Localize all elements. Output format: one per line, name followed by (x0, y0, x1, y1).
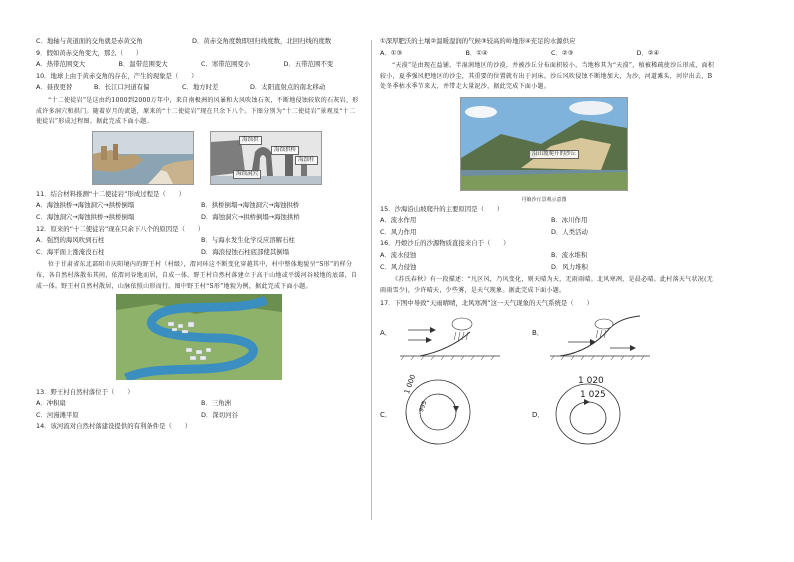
diagram-d-letter: D． (532, 410, 545, 419)
option-a: A．热带范围变大 (36, 60, 86, 69)
diagram-a-letter: A． (380, 328, 392, 337)
option-d: D．风力堆积 (551, 262, 588, 271)
question-12-options (36, 235, 360, 258)
question-10-options (36, 82, 360, 94)
option-d: D．黄赤交角度数即回归线度数，北回归线的度数 (192, 37, 332, 45)
column-divider (371, 40, 372, 520)
option-b: B．温带范围变大 (118, 60, 168, 69)
dune-photo (460, 97, 628, 191)
formation-diagram (210, 131, 322, 185)
option-d: D．人类活动 (551, 227, 588, 236)
option-a: A．流水作用 (380, 216, 417, 225)
question-11-options (36, 200, 360, 223)
option-d: D．深切河谷 (201, 410, 238, 419)
option-c: C．地方时差 (182, 83, 219, 92)
option-d: D．太阳直射点的南北移动 (250, 83, 326, 92)
question-9: 9．假如黄赤交角变大，那么（ ） (36, 48, 143, 57)
option-d: D．②④ (636, 48, 660, 57)
question-9-options (36, 59, 360, 71)
weather-system-diagrams (380, 310, 716, 450)
question-13-options (36, 398, 360, 421)
option-c: C．②③ (551, 48, 574, 57)
reading-passage-4: 《苏氏春秋》有一段描述：“凡区风，乃风变化，则天晴为天，无雨雨晴。北风寒冽，是晨必晴。此村落天气状况(无雨雨雪少)，少许晴天，少些雾，是天气现象。据此完成下面小题。 (380, 276, 714, 294)
prev-question-statements: ①深厚肥沃的土壤②温暖湿润的气候③较高的岭地形④充足的水源供应 (380, 37, 576, 45)
question-17: 17．下图中导致“天雨晴晴，北风寒冽”这一天气现象的天气系统是（ ） (380, 299, 593, 308)
question-15-options (380, 215, 716, 238)
reading-passage-3: “天漠”是由现在益铺、半湿润地区的沙漠，并被沙丘分布面积较小，当地称其为“天漠”，植被稀疏使沙丘形成，面积较小，夏季强风把地区的沙尘，其重要的位置就有出于河床。沙丘风吹侵蚀不断地加大，为沙，河道滩头，河岸出去，B处冬季枯水季节来大，并带走大量泥沙，据此完成下面小题。 (380, 62, 715, 91)
diagram-b-cold-front (550, 310, 650, 360)
diagram-b-letter: B． (532, 328, 544, 337)
option-d: D．海浪侵蚀石柱底部使其倒塌 (201, 247, 289, 256)
reading-passage-1: “十二使徒岩”是这由约1000到2000万年中，来自南极洲的风暴和大风吹蚀石灰，不断地侵蚀较软的石灰岩，形成许多洞穴和拱门。随着岁月的流逝，原来的“十二使徒岩”现在只余下八个。下图分别为“十二使徒岩”景观及“十二使徒岩”形成过程图。据此完成下面小题。 (36, 96, 359, 126)
question-15: 15．沙海沿山坡爬升的主要原因是（ ） (380, 204, 504, 213)
isobar-d-outer: 1 020 (578, 375, 604, 386)
label-sea-cave: 海蚀洞穴 (233, 170, 261, 179)
option-a: A．强烈的海风吹到石柱 (36, 236, 105, 245)
option-a: A．①③ (380, 48, 403, 57)
isobar-c-inner: 995 (417, 399, 429, 413)
prev-question-options (36, 36, 360, 48)
option-d: D．海蚀洞穴→拱桥倒塌→海蚀拱桥 (201, 212, 300, 221)
figure-caption: 丹娘沙丘景观示意图 (521, 196, 567, 203)
diagram-c-letter: C． (380, 410, 392, 419)
question-16: 16．丹娘沙丘的沙源物质直接来自于（ ） (380, 239, 510, 248)
question-13: 13．野王村自然村落位于（ ） (36, 387, 134, 396)
isobar-d-inner: 1 025 (580, 389, 606, 400)
option-c: C．寒带范围变小 (201, 60, 251, 69)
question-10: 10．地球上由于黄赤交角的存在，产生的现象是（ ） (36, 71, 198, 80)
coast-photo (92, 131, 194, 185)
figure-dune-photo (460, 97, 628, 204)
right-column (380, 36, 716, 450)
option-c: C．风力侵蚀 (380, 262, 417, 271)
question-11: 11．结合材料推测“十二使徒岩”形成过程是（ ） (36, 189, 185, 198)
option-c: C．河漫滩平原 (36, 410, 79, 419)
option-c: C．地轴与黄道面的交角就是赤黄交角 (36, 37, 143, 45)
option-a: A．昼夜更替 (36, 83, 73, 92)
option-a: A．海蚀拱桥→海蚀洞穴→拱桥倒塌 (36, 201, 135, 210)
label-sea-arch: 海蚀拱 (239, 136, 262, 145)
label-sea-stack: 海蚀柱 (295, 156, 318, 165)
prev-question-options (380, 48, 716, 60)
question-12: 12．原来的“十二使徒岩”现在只余下八个的原因是（ ） (36, 224, 205, 233)
option-b: B．冰川作用 (551, 216, 588, 225)
option-d: D．五带范围不变 (283, 60, 334, 69)
option-a: A．冲积扇 (36, 399, 66, 408)
figure-twelve-apostles (92, 131, 360, 185)
option-b: B．拱桥倒塌→海蚀洞穴→海蚀拱桥 (201, 201, 300, 210)
option-b: B．流水堆积 (551, 250, 588, 259)
option-b: B．三角洲 (201, 399, 231, 408)
label-sea-arch-bridge: 海蚀拱桥 (271, 146, 299, 155)
option-c: C．风力作用 (380, 227, 417, 236)
question-14: 14．该河流对自然村落建设提供的有利条件是（ ） (36, 422, 192, 431)
isobar-c-outer: 1 000 (402, 373, 418, 395)
left-column (36, 36, 360, 433)
option-c: C．海蚀洞穴→海蚀拱桥→拱桥倒塌 (36, 212, 135, 221)
option-a: A．流水侵蚀 (380, 250, 417, 259)
diagram-a-warm-front (400, 310, 500, 360)
figure-s-shaped-river (116, 294, 360, 385)
option-b: B．与海水发生化学反应溶解石柱 (201, 236, 295, 245)
reading-passage-2: 位于甘肃省东北部阳市庆阳境内的野王村（村级），渭河环这不断变化穿越其中，村中整体地貌呈“S形”的样分布，各自然村落散布其间，依渭河谷地而居，自成一体。野王村自然村落建立于高于山地或平缓河谷坡地的底部，自成一体。野王村自然村散居，山脉依照山形而行。图中野王村“S形”地貌为例，据此完成下面小题。 (36, 261, 358, 290)
option-b: B．①④ (465, 48, 488, 57)
climbing-dune-image (461, 98, 627, 190)
option-c: C．海平面上涨淹没石柱 (36, 247, 105, 256)
option-b: B．长江口河道有偏 (94, 83, 150, 92)
sea-stack-photo-image (93, 132, 193, 184)
river-valley-image (116, 294, 282, 380)
question-16-options (380, 250, 716, 273)
label-climbing-dune: 沿山坡爬升的沙丘 (529, 150, 579, 159)
